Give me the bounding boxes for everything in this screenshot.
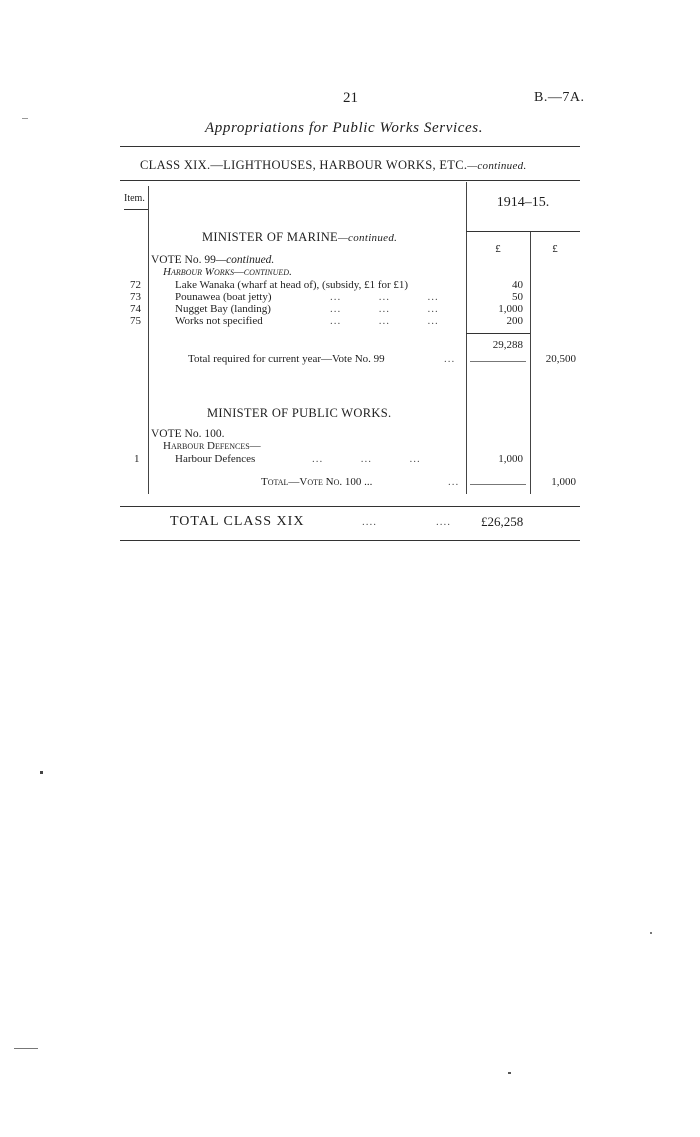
grand-total-label: TOTAL CLASS XIX <box>170 514 305 529</box>
rule-table-top <box>120 180 580 181</box>
rule-year-header <box>466 231 580 232</box>
vote-99-heading <box>151 254 274 266</box>
currency-symbol-total: £ <box>552 243 558 255</box>
leader-dots: ... ... ... <box>330 303 439 315</box>
item-description: Nugget Bay (landing) <box>175 303 271 315</box>
vote-99-total: 20,500 <box>545 353 576 365</box>
item-number: 75 <box>130 315 141 327</box>
leader-dots: ... ... ... <box>312 453 421 465</box>
subhead-harbour-works: Harbour Works—continued. <box>163 266 292 278</box>
rule-header <box>120 146 580 147</box>
subhead-harbour-defences: Harbour Defences— <box>163 440 261 452</box>
class-heading-main: CLASS XIX.—LIGHTHOUSES, HARBOUR WORKS, ETC. <box>140 158 468 172</box>
item-amount: 50 <box>512 291 523 303</box>
leader-dots: ... ... ... <box>330 291 439 303</box>
rule-item-column <box>148 186 149 494</box>
page-title: Appropriations for Public Works Services. <box>205 120 484 136</box>
item-number: 73 <box>130 291 141 303</box>
document-reference: B.—7A. <box>534 90 585 105</box>
item-column-header: Item. <box>124 193 145 204</box>
rule-grand-total-bottom <box>120 540 580 541</box>
ministry-continued: —continued. <box>337 232 398 244</box>
class-heading <box>140 158 527 173</box>
item-number: 74 <box>130 303 141 315</box>
rule-subtotal <box>466 333 530 334</box>
vote-99-label: VOTE No. 99 <box>151 254 216 266</box>
grand-total-value: £26,258 <box>481 514 524 529</box>
item-amount: 1,000 <box>498 303 523 315</box>
leader-dots: ... <box>448 476 460 488</box>
rule-grand-total-top <box>120 506 580 507</box>
item-number: 72 <box>130 279 141 291</box>
item-amount: 40 <box>512 279 523 291</box>
scan-speck <box>22 118 28 119</box>
ministry-name: MINISTER OF MARINE <box>202 230 338 244</box>
leader-dots: ... ... ... <box>330 315 439 327</box>
class-heading-continued: —continued. <box>467 160 527 172</box>
scan-speck <box>508 1072 511 1074</box>
leader-dots: .... <box>362 516 377 528</box>
item-amount: 200 <box>506 315 523 327</box>
ministry-heading-marine <box>202 230 397 245</box>
year-header: 1914–15. <box>496 195 550 210</box>
scan-speck <box>14 1048 38 1049</box>
rule-item-header <box>124 209 148 210</box>
vote-100-heading: VOTE No. 100. <box>151 428 225 440</box>
item-description: Harbour Defences <box>175 453 256 465</box>
scan-speck <box>650 932 652 934</box>
item-description: Lake Wanaka (wharf at head of), (subsidy, £1 for £1) <box>175 279 409 291</box>
scan-speck <box>40 771 43 774</box>
rule-amount-column <box>466 182 467 494</box>
leader-dots: ... <box>444 353 456 365</box>
item-amount: 1,000 <box>498 453 523 465</box>
page-number: 21 <box>343 90 358 106</box>
item-number: 1 <box>134 453 140 465</box>
vote-100-total-label: Total—Vote No. 100 ... <box>261 476 373 488</box>
rule-total-dash <box>470 484 526 485</box>
item-description: Works not specified <box>175 315 263 327</box>
currency-symbol-amount: £ <box>495 243 501 255</box>
ministry-heading-public-works: MINISTER OF PUBLIC WORKS. <box>207 406 392 420</box>
subtotal-amount: 29,288 <box>492 339 523 351</box>
rule-total-dash <box>470 361 526 362</box>
vote-100-total: 1,000 <box>551 476 576 488</box>
leader-dots: .... <box>436 516 451 528</box>
vote-99-total-label: Total required for current year—Vote No. 99 <box>188 353 385 365</box>
item-description: Pounawea (boat jetty) <box>175 291 272 303</box>
vote-99-continued: —continued. <box>215 254 275 266</box>
